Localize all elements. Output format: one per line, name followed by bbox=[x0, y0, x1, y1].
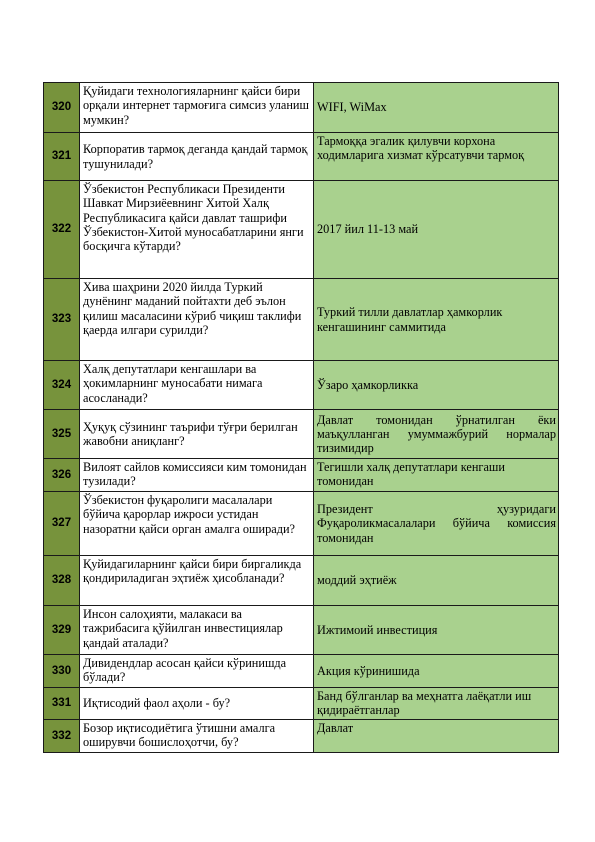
row-number: 332 bbox=[44, 720, 80, 753]
row-number: 321 bbox=[44, 133, 80, 181]
answer-cell: Акция кўринишида bbox=[314, 655, 559, 688]
question-cell: Қуйидаги технологияларнинг қайси бири орқали интернет тармоғига симсиз уланиш мумкин? bbox=[80, 83, 314, 133]
answer-cell: Тегишли халқ депутатлари кенгаши томонидан bbox=[314, 459, 559, 492]
answer-cell: Давлат bbox=[314, 720, 559, 753]
question-cell: Хива шаҳрини 2020 йилда Туркий дунёнинг маданий пойтахти деб эълон қилиш масаласини кўриб чиқиш таклифи қаерда илгари сурилди? bbox=[80, 279, 314, 361]
table-row bbox=[44, 606, 559, 655]
table-row bbox=[44, 410, 559, 459]
question-cell: Иқтисодий фаол аҳоли - бу? bbox=[80, 688, 314, 720]
question-cell: Дивидендлар асосан қайси кўринишда бўлади? bbox=[80, 655, 314, 688]
table-row bbox=[44, 279, 559, 361]
question-cell: Инсон салоҳияти, малакаси ва тажрибасига қўйилган инвестициялар қандай аталади? bbox=[80, 606, 314, 655]
question-cell: Корпоратив тармоқ деганда қандай тармоқ тушунилади? bbox=[80, 133, 314, 181]
row-number: 330 bbox=[44, 655, 80, 688]
table-row bbox=[44, 133, 559, 181]
row-number: 325 bbox=[44, 410, 80, 459]
answer-cell: Президент ҳузуридаги Фуқароликмасалалари бўйича комиссия томонидан bbox=[314, 492, 559, 556]
row-number: 323 bbox=[44, 279, 80, 361]
answer-cell: Давлат томонидан ўрнатилган ёки маъқулланган умуммажбурий нормалар тизимидир bbox=[314, 410, 559, 459]
table-row bbox=[44, 361, 559, 410]
answer-cell: моддий эҳтиёж bbox=[314, 556, 559, 606]
question-cell: Қуйидагиларнинг қайси бири биргаликда қондириладиган эҳтиёж ҳисобланади? bbox=[80, 556, 314, 606]
row-number: 324 bbox=[44, 361, 80, 410]
table-row bbox=[44, 688, 559, 720]
question-cell: Халқ депутатлари кенгашлари ва ҳокимларнинг муносабати нимага асосланади? bbox=[80, 361, 314, 410]
table-row bbox=[44, 655, 559, 688]
question-cell: Вилоят сайлов комиссияси ким томонидан тузилади? bbox=[80, 459, 314, 492]
answer-cell: Туркий тилли давлатлар ҳамкорлик кенгашининг саммитида bbox=[314, 279, 559, 361]
table-row bbox=[44, 720, 559, 753]
qa-table bbox=[43, 82, 559, 753]
table-row bbox=[44, 492, 559, 556]
row-number: 320 bbox=[44, 83, 80, 133]
question-cell: Ўзбекистон фуқаролиги масалалари бўйича қарорлар ижроси устидан назоратни қайси орган амалга оширади? bbox=[80, 492, 314, 556]
answer-cell: 2017 йил 11-13 май bbox=[314, 181, 559, 279]
row-number: 326 bbox=[44, 459, 80, 492]
row-number: 329 bbox=[44, 606, 80, 655]
table-row bbox=[44, 459, 559, 492]
row-number: 328 bbox=[44, 556, 80, 606]
row-number: 327 bbox=[44, 492, 80, 556]
question-cell: Ҳуқуқ сўзининг таърифи тўғри берилган жавобни аниқланг? bbox=[80, 410, 314, 459]
row-number: 331 bbox=[44, 688, 80, 720]
row-number: 322 bbox=[44, 181, 80, 279]
table-row bbox=[44, 556, 559, 606]
question-cell: Бозор иқтисодиётига ўтишни амалга оширувчи бошислоҳотчи, бу? bbox=[80, 720, 314, 753]
answer-cell: Ижтимоий инвестиция bbox=[314, 606, 559, 655]
table-row bbox=[44, 181, 559, 279]
table-row bbox=[44, 83, 559, 133]
answer-cell: WIFI, WiMax bbox=[314, 83, 559, 133]
answer-cell: Тармоққа эгалик қилувчи корхона ходимларига хизмат кўрсатувчи тармоқ bbox=[314, 133, 559, 181]
question-cell: Ўзбекистон Республикаси Президенти Шавкат Мирзиёевнинг Хитой Халқ Республикасига қайси давлат ташрифи Ўзбекистон-Хитой муносабатларини янги босқичга кўтарди? bbox=[80, 181, 314, 279]
answer-cell: Банд бўлганлар ва меҳнатга лаёқатли иш қидираётганлар bbox=[314, 688, 559, 720]
answer-cell: Ўзаро ҳамкорликка bbox=[314, 361, 559, 410]
